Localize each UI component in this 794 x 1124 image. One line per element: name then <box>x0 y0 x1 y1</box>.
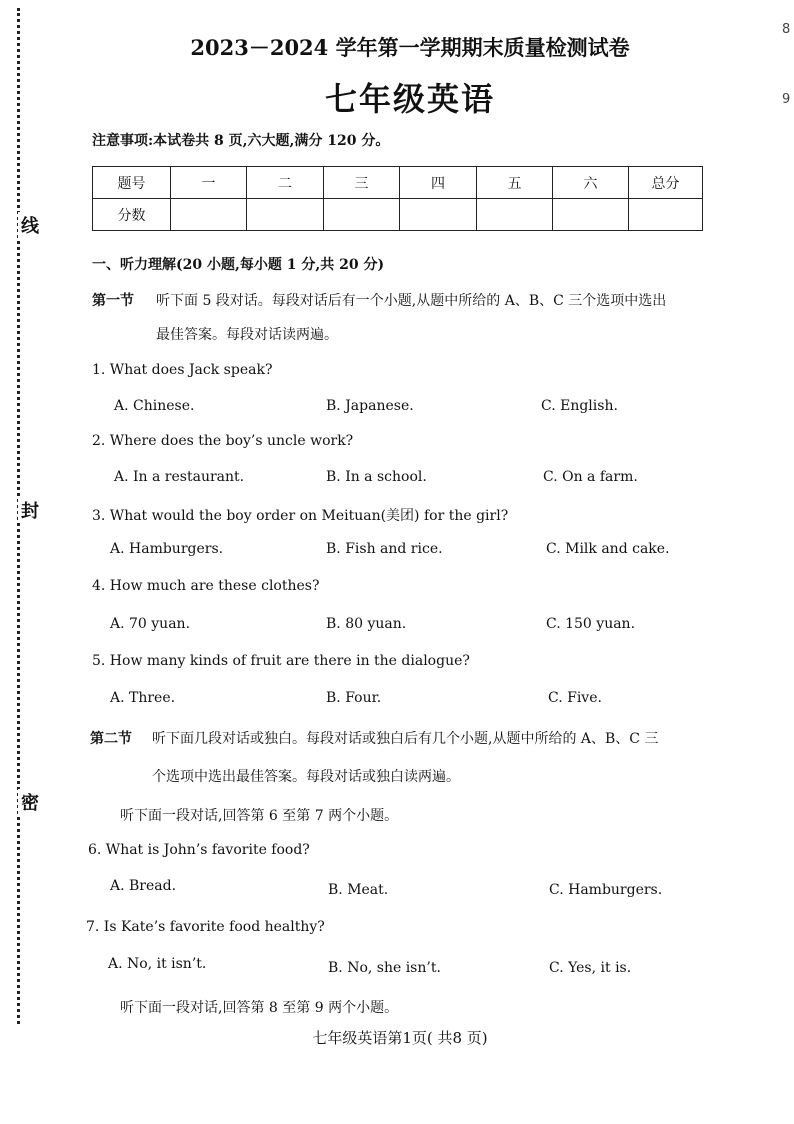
edge-number: 8 <box>782 22 791 37</box>
option-c[interactable]: C. Five. <box>548 690 602 706</box>
option-c[interactable]: C. Milk and cake. <box>546 541 670 557</box>
score-cell-total: 总分 <box>629 167 703 199</box>
score-cell-part: 五 <box>477 167 553 199</box>
option-b[interactable]: B. Four. <box>326 690 382 706</box>
score-table-score-row <box>93 199 703 231</box>
score-blank-cell[interactable] <box>477 199 553 231</box>
question-stem: 5. How many kinds of fruit are there in the dialogue? <box>92 653 470 669</box>
exam-title: 2023－2024 学年第一学期期末质量检测试卷 <box>190 35 630 60</box>
section-label: 第二节 <box>90 731 132 747</box>
listening-instruction: 听下面一段对话,回答第 6 至第 7 两个小题。 <box>120 808 399 824</box>
option-c[interactable]: C. Hamburgers. <box>549 882 663 898</box>
score-cell-label: 题号 <box>93 167 171 199</box>
option-c[interactable]: C. On a farm. <box>543 469 638 485</box>
option-b[interactable]: B. In a school. <box>326 469 427 485</box>
option-c[interactable]: C. 150 yuan. <box>546 616 636 632</box>
score-cell-part: 一 <box>171 167 247 199</box>
score-blank-cell[interactable] <box>553 199 629 231</box>
score-blank-cell[interactable] <box>171 199 247 231</box>
option-a[interactable]: A. In a restaurant. <box>114 469 245 485</box>
score-blank-cell[interactable] <box>400 199 477 231</box>
score-cell-part: 四 <box>400 167 477 199</box>
page-footer: 七年级英语第1页( 共8 页) <box>312 1029 488 1047</box>
exam-notice: 注意事项:本试卷共 8 页,六大题,满分 120 分。 <box>92 133 390 149</box>
option-a[interactable]: A. Chinese. <box>114 398 195 414</box>
section-instruction: 听下面几段对话或独白。每段对话或独白后有几个小题,从题中所给的 A、B、C 三 <box>152 731 659 747</box>
option-b[interactable]: B. 80 yuan. <box>326 616 407 632</box>
section-instruction: 听下面 5 段对话。每段对话后有一个小题,从题中所给的 A、B、C 三个选项中选出 <box>156 293 667 309</box>
option-c[interactable]: C. English. <box>541 398 618 414</box>
section-label: 第一节 <box>92 293 134 309</box>
option-a[interactable]: A. Hamburgers. <box>110 541 224 557</box>
binding-char-xian: 线 <box>18 212 42 238</box>
question-stem: 6. What is John’s favorite food? <box>88 842 310 858</box>
binding-char-feng: 封 <box>18 497 42 523</box>
score-cell-part: 二 <box>247 167 324 199</box>
score-cell-part: 六 <box>553 167 629 199</box>
option-a[interactable]: A. No, it isn’t. <box>108 956 207 972</box>
option-a[interactable]: A. Three. <box>110 690 176 706</box>
score-blank-cell[interactable] <box>247 199 324 231</box>
option-b[interactable]: B. No, she isn’t. <box>328 960 441 976</box>
score-table-header-row <box>93 167 703 199</box>
score-cell-part: 三 <box>324 167 400 199</box>
option-b[interactable]: B. Fish and rice. <box>326 541 443 557</box>
option-a[interactable]: A. Bread. <box>110 878 177 894</box>
score-blank-cell[interactable] <box>324 199 400 231</box>
binding-char-mi: 密 <box>18 789 42 815</box>
edge-number: 9 <box>782 92 791 107</box>
subject-title: 七年级英语 <box>324 80 495 118</box>
question-stem: 1. What does Jack speak? <box>92 362 273 378</box>
listening-instruction: 听下面一段对话,回答第 8 至第 9 两个小题。 <box>120 1000 399 1016</box>
score-table <box>92 166 703 231</box>
question-stem: 7. Is Kate’s favorite food healthy? <box>86 919 325 935</box>
option-a[interactable]: A. 70 yuan. <box>110 616 191 632</box>
question-stem: 4. How much are these clothes? <box>92 578 320 594</box>
part-title: 一、听力理解(20 小题,每小题 1 分,共 20 分) <box>92 257 385 273</box>
score-row-label: 分数 <box>93 199 171 231</box>
question-stem: 2. Where does the boy’s uncle work? <box>92 433 354 449</box>
option-b[interactable]: B. Japanese. <box>326 398 414 414</box>
option-b[interactable]: B. Meat. <box>328 882 389 898</box>
score-blank-cell[interactable] <box>629 199 703 231</box>
question-stem: 3. What would the boy order on Meituan(美团) for the girl? <box>92 508 509 524</box>
option-c[interactable]: C. Yes, it is. <box>549 960 632 976</box>
section-instruction: 最佳答案。每段对话读两遍。 <box>156 327 338 343</box>
section-instruction: 个选项中选出最佳答案。每段对话或独白读两遍。 <box>152 769 460 785</box>
